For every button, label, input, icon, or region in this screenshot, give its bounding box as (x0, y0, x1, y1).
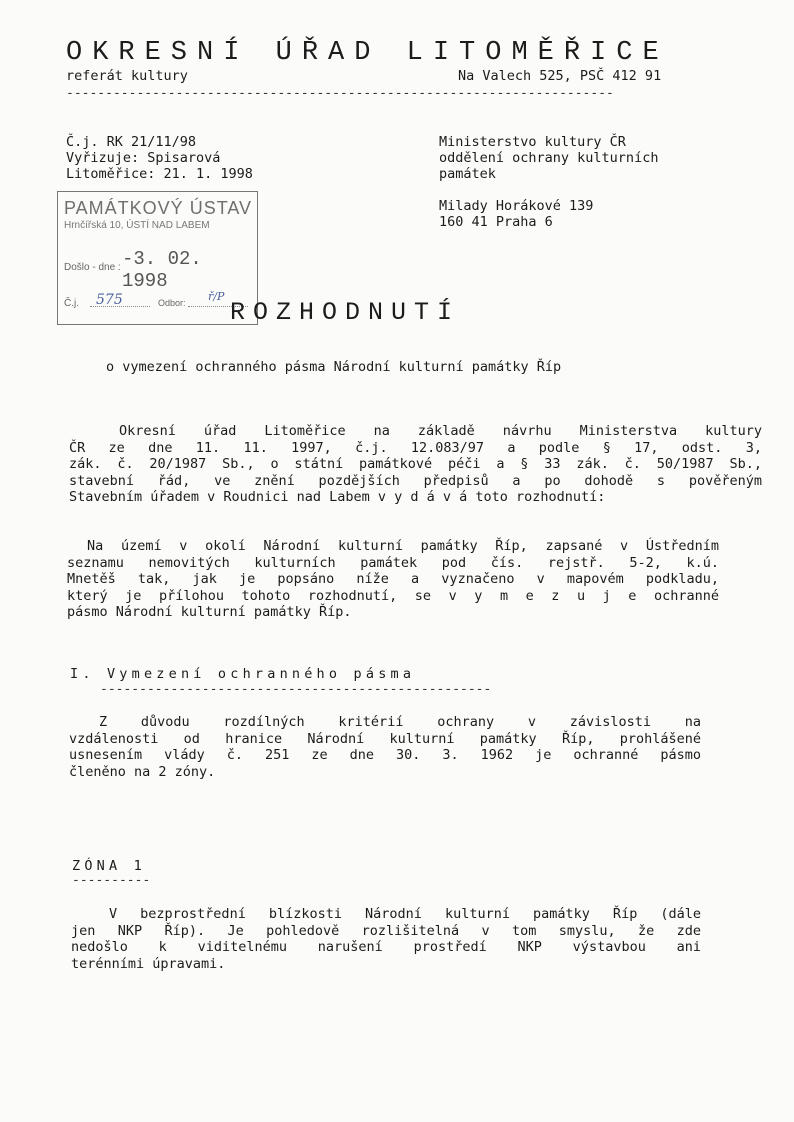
paragraph-line: Stavebním úřadem v Roudnici nad Labem v y d á v á toto rozhodnutí: (69, 489, 606, 505)
decision-title: ROZHODNUTÍ (230, 298, 461, 327)
section-heading: I. Vymezení ochranného pásma (70, 666, 416, 682)
stamp-received-label: Došlo - dne : (64, 262, 121, 273)
zone-heading: ZÓNA 1 (72, 858, 146, 874)
decision-subtitle: o vymezení ochranného pásma Národní kulturní památky Říp (106, 359, 562, 375)
office-address: Na Valech 525, PSČ 412 91 (458, 68, 662, 84)
paragraph-line: vzdálenosti od hranice Národní kulturní památky Říp, prohlášené (69, 730, 701, 747)
stamp-institution: PAMÁTKOVÝ ÚSTAV (64, 198, 253, 218)
recipient-line-1: Ministerstvo kultury ČR (439, 134, 626, 150)
stamp-dept-label: Odbor: (158, 298, 186, 308)
stamp-cj-value: 575 (96, 292, 123, 308)
paragraph-line: který je přílohou tohoto rozhodnutí, se v y m e z u j e ochranné (67, 587, 719, 604)
recipient-line-5: 160 41 Praha 6 (439, 214, 553, 230)
paragraph-line: ČR ze dne 11. 11. 1997, č.j. 12.083/97 a podle § 17, odst. 3, (69, 439, 762, 456)
header-rule: ---------------------------------------------------------------------- (66, 86, 614, 101)
zone-text (71, 906, 701, 972)
paragraph-line: usnesením vlády č. 251 ze dne 30. 3. 1962 je ochranné pásmo (69, 747, 701, 763)
recipient-line-2: oddělení ochrany kulturních (439, 150, 659, 166)
paragraph-line: seznamu nemovitých kulturních památek pod čís. rejstř. 5-2, k.ú. (67, 554, 719, 571)
paragraph-line: pásmo Národní kulturní památky Říp. (67, 604, 352, 620)
place-date: Litoměřice: 21. 1. 1998 (66, 166, 253, 182)
stamp-cj-label: Č.j. (64, 298, 79, 309)
paragraph-line: Okresní úřad Litoměřice na základě návrhu Ministerstva kultury (119, 423, 762, 439)
received-stamp (57, 191, 258, 325)
paragraph-line: stavební řád, ve znění pozdějších předpisů a po dohodě s pověřeným (69, 472, 762, 489)
office-title: OKRESNÍ ÚŘAD LITOMĚŘICE (66, 38, 669, 68)
department-name: referát kultury (66, 68, 188, 84)
stamp-dept-value: ř/P (208, 290, 225, 303)
stamp-address: Hrnčířská 10, ÚSTÍ NAD LABEM (64, 220, 210, 231)
recipient-line-3: památek (439, 166, 496, 182)
paragraph-line: Z důvodu rozdílných kritérií ochrany v závislosti na (99, 714, 701, 730)
handled-by: Vyřizuje: Spisarová (66, 150, 221, 166)
paragraph-line: jen NKP Říp). Je pohledově rozlišitelná v tom smyslu, že zde (71, 922, 701, 939)
paragraph-line: terénními úpravami. (71, 955, 226, 972)
paragraph-line: V bezprostřední blízkosti Národní kulturní památky Říp (dále (109, 906, 701, 922)
paragraph-definition (67, 538, 719, 621)
reference-number: Č.j. RK 21/11/98 (66, 134, 197, 150)
paragraph-line: Na území v okolí Národní kulturní památky Říp, zapsané v Ústředním (87, 538, 719, 554)
paragraph-line: členěno na 2 zóny. (69, 763, 216, 780)
section-text (69, 714, 701, 780)
stamp-received-date: -3. 02. 1998 (122, 248, 202, 292)
paragraph-line: nedošlo k viditelnému narušení prostředí NKP výstavbou ani (71, 939, 701, 955)
paragraph-line: zák. č. 20/1987 Sb., o státní památkové péči a § 33 zák. č. 50/1987 Sb., (69, 456, 762, 472)
section-rule: -------------------------------------------------- (100, 682, 492, 697)
paragraph-legal-basis (69, 423, 762, 506)
zone-rule: ---------- (72, 873, 151, 888)
paragraph-line: Mnetěš tak, jak je popsáno níže a vyznačeno v mapovém podkladu, (67, 571, 719, 587)
recipient-line-4: Milady Horákové 139 (439, 198, 594, 214)
